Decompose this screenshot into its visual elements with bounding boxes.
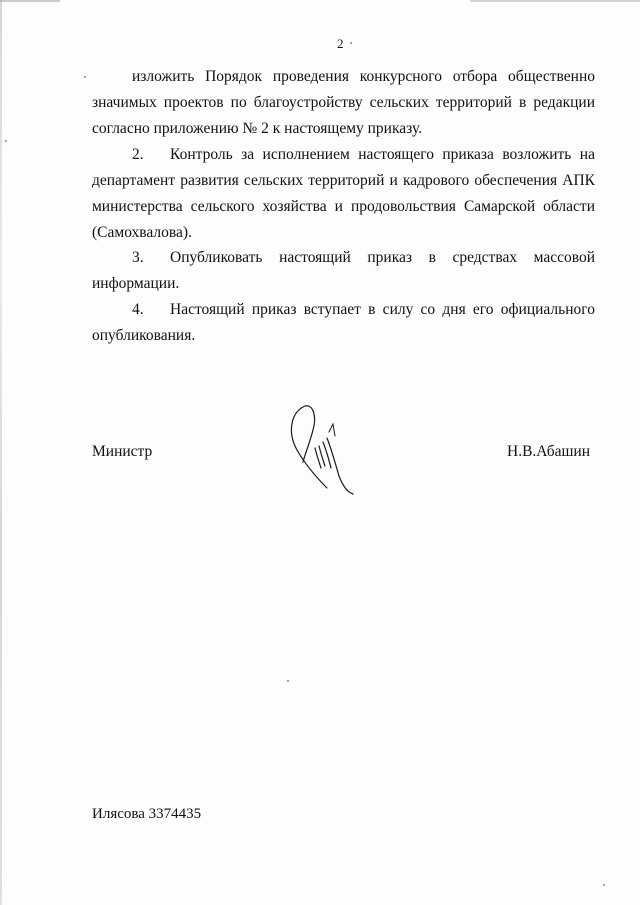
text-line: согласно приложению № 2 к настоящему приказу.	[92, 120, 423, 137]
paragraph-item-3	[92, 245, 595, 297]
page-number: 2	[337, 36, 344, 51]
item-number: 4.	[132, 301, 144, 318]
scan-speck	[5, 140, 7, 142]
text-fragment: Настоящий приказ вступает в силу со дня его официального	[170, 301, 595, 318]
scan-speck	[350, 42, 352, 44]
text-line	[92, 142, 595, 168]
text-line: департамент развития сельских территорий и кадрового обеспечения АПК	[92, 172, 595, 189]
scan-speck	[603, 884, 605, 886]
item-number: 3.	[132, 249, 144, 266]
scan-edge-top	[0, 0, 640, 2]
scan-speck	[287, 680, 289, 682]
text-line: значимых проектов по благоустройству сельских территорий в редакции	[92, 94, 595, 111]
paragraph-item-2	[92, 142, 595, 246]
text-fragment: Контроль за исполнением настоящего приказа возложить на	[170, 146, 595, 163]
text-line: опубликования.	[92, 327, 196, 344]
text-line: изложить Порядок проведения конкурсного отбора общественно	[132, 68, 595, 85]
handwritten-signature	[283, 402, 363, 497]
paragraph-continuation	[92, 64, 595, 142]
paragraph-item-4	[92, 297, 595, 349]
text-line: (Самохвалова).	[92, 224, 192, 241]
scan-edge-left	[0, 0, 2, 905]
executor-contact: Илясова 3374435	[92, 806, 202, 822]
text-line: министерства сельского хозяйства и продовольствия Самарской области	[92, 198, 595, 215]
signatory-name: Н.В.Абашин	[507, 443, 590, 460]
text-line	[92, 297, 595, 323]
text-line	[92, 245, 595, 271]
text-line: информации.	[92, 275, 180, 292]
text-fragment: Опубликовать настоящий приказ в средствах массовой	[170, 249, 595, 266]
scan-speck	[84, 76, 86, 78]
item-number: 2.	[132, 146, 144, 163]
signatory-position: Министр	[92, 443, 153, 460]
